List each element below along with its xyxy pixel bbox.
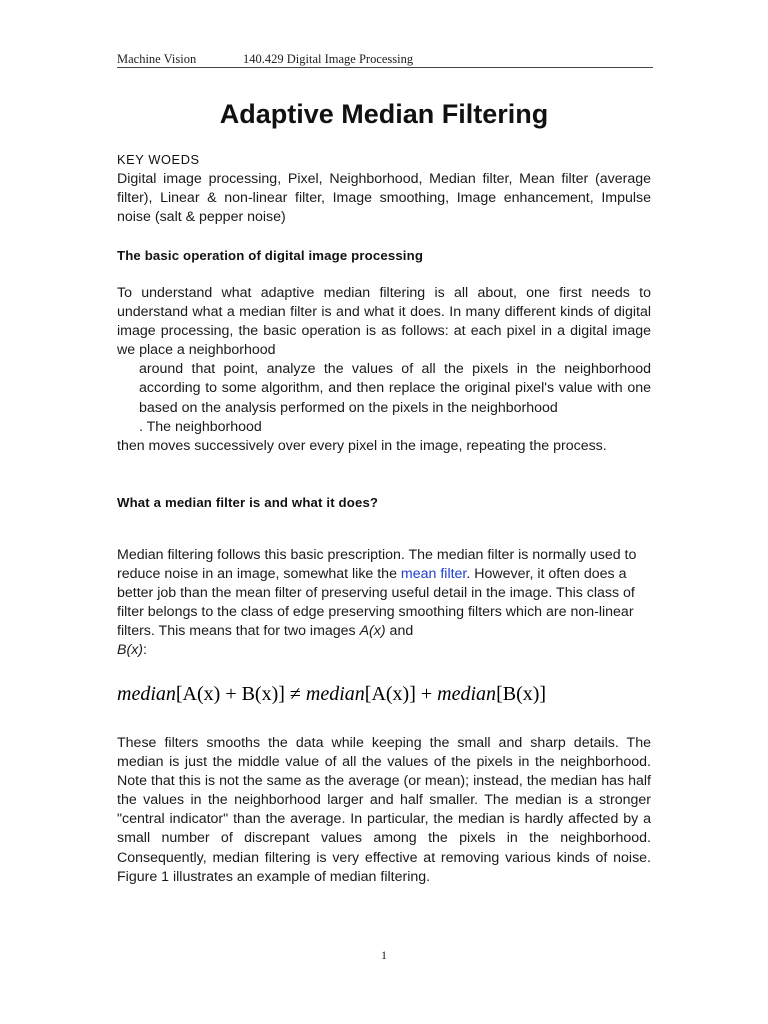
- formula-plus: +: [415, 683, 438, 705]
- median-inequality-formula: [117, 680, 597, 708]
- header-subject: Machine Vision: [117, 52, 197, 66]
- keywords-text: Digital image processing, Pixel, Neighborhood, Median filter, Mean filter (average filter), Linear & non-linear filter, Image smoothing, Image enhancement, Impulse noise (salt & pepper noise): [117, 171, 651, 226]
- section-heading-basic-operation: The basic operation of digital image processing: [117, 248, 424, 263]
- formula-neq: ≠: [284, 683, 306, 705]
- keywords-label-row: [117, 151, 651, 169]
- median-smoothing-paragraph: These filters smooths the data while keeping the small and sharp details. The median is just the middle value of all the values of the pixels in the neighborhood. Note that this is not the same as the average (or mean); instead, the median has half the values in the neighborhood larger and half smaller. The median is a stronger "central indicator" than the average. In particular, the median is hardly affected by a small number of discrepant values among the pixels in the neighborhood. Consequently, median filtering is very effective at removing various kinds of noise. Figure 1 illustrates an example of median filtering.: [117, 735, 651, 885]
- keywords-label: KEY WOEDS: [117, 152, 200, 167]
- math-bx: B(x): [117, 642, 144, 659]
- paragraph-line: . The neighborhood: [139, 418, 262, 435]
- formula-arg: [A(x)]: [364, 683, 416, 705]
- basic-operation-paragraph: [117, 284, 651, 456]
- median-filter-paragraph: [117, 546, 651, 661]
- formula-median: median: [117, 683, 176, 705]
- paragraph-text: . However, it often does a better job than the mean filter of preserving useful detail in the image. This class of filter belongs to the class of edge preserving smoothing filters which are non-linear filters. This means that for two images: [117, 566, 635, 640]
- running-header: [117, 51, 653, 67]
- header-rule: [117, 67, 653, 68]
- paragraph-line: around that point, analyze the values of all the pixels in the neighborhood according to some algorithm, and then replace the original pixel's value with one based on the analysis performed on the pixels in the neighborhood: [139, 361, 651, 416]
- formula-median: median: [305, 683, 365, 705]
- paragraph-text: :: [143, 642, 147, 659]
- formula-median: median: [437, 683, 497, 705]
- math-ax: A(x): [359, 623, 386, 640]
- section-heading-median-filter: What a median filter is and what it does?: [117, 495, 379, 510]
- paragraph-line: To understand what adaptive median filtering is all about, one first needs to understand what a median filter is and what it does. In many different kinds of digital image processing, the basic operation is as follows: at each pixel in a digital image we place a neighborhood: [117, 285, 651, 359]
- paragraph-text: and: [385, 623, 414, 640]
- page-title: Adaptive Median Filtering: [219, 99, 549, 129]
- header-course: 140.429 Digital Image Processing: [243, 52, 414, 66]
- page-number: 1: [381, 948, 387, 962]
- formula-arg: [A(x) + B(x)]: [175, 683, 285, 705]
- paragraph-line: then moves successively over every pixel in the image, repeating the process.: [117, 437, 607, 454]
- formula-arg: [B(x)]: [496, 683, 547, 705]
- mean-filter-link[interactable]: mean filter: [400, 566, 467, 583]
- paragraph-text: Median filtering follows this basic prescription. The median filter is normally used to reduce noise in an image, somewhat like the: [117, 547, 637, 583]
